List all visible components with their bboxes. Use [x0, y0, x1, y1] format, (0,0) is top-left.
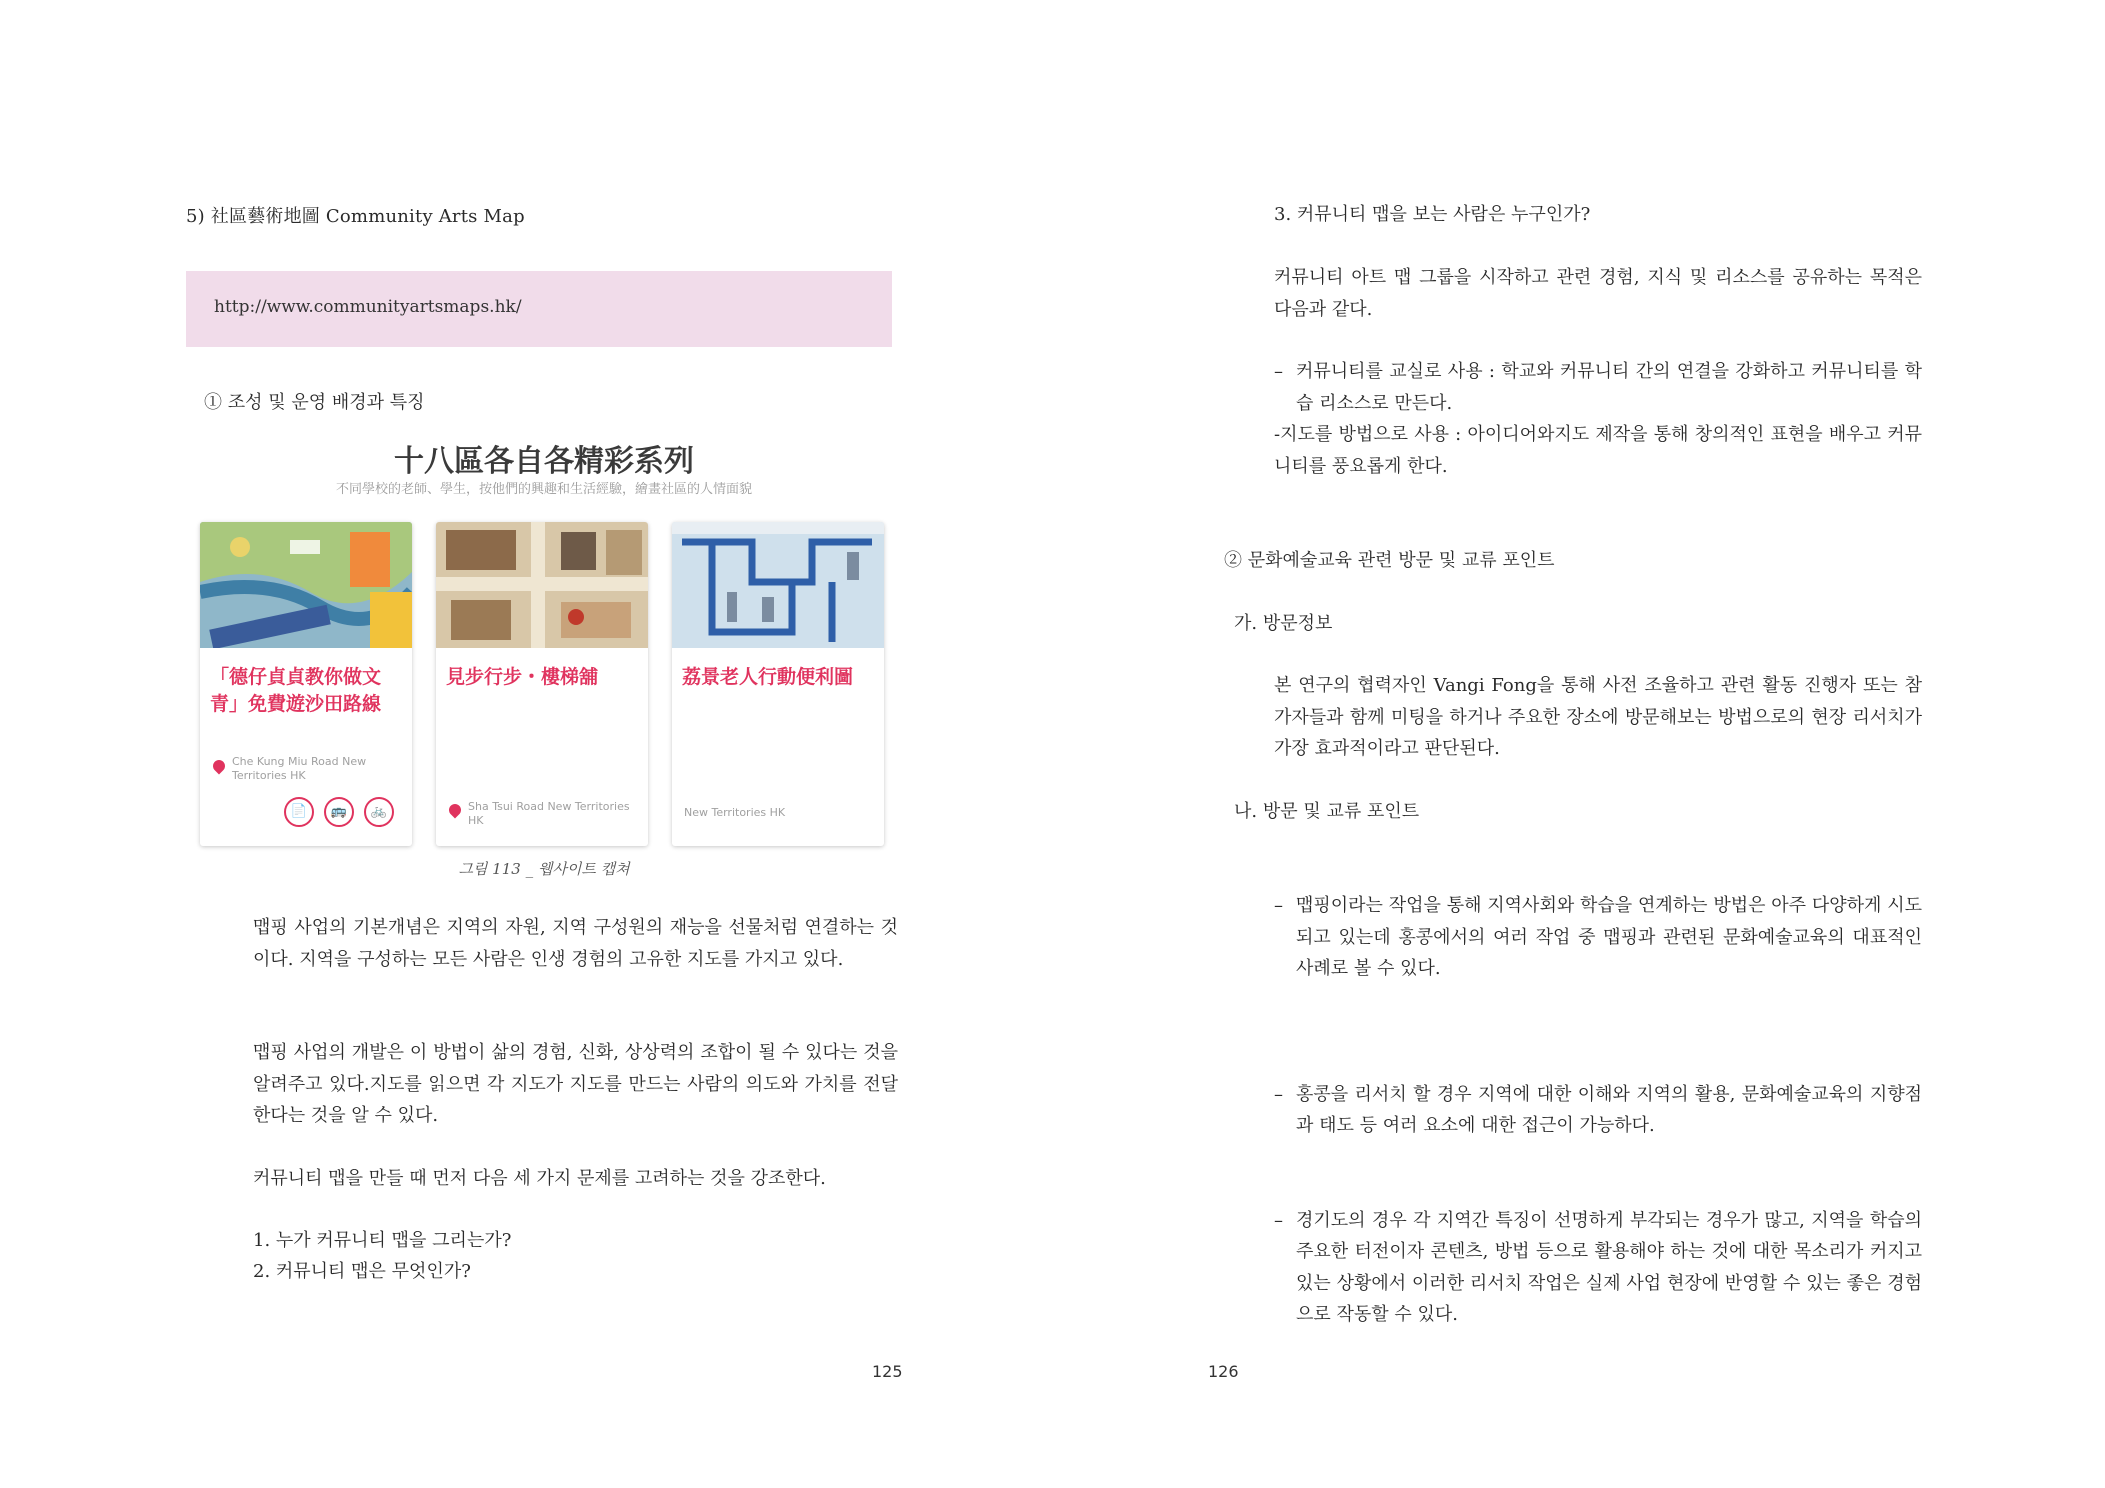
card-title-1[interactable]: 「德仔貞貞教你做文青」免費遊沙田路線 — [210, 666, 382, 715]
card-title-3[interactable]: 荔景老人行動便利圖 — [682, 666, 854, 688]
map-illustration-2 — [436, 522, 648, 648]
dash-marker: – — [1274, 1209, 1283, 1231]
section-title: 5) 社區藝術地圖 Community Arts Map — [186, 206, 525, 227]
question-1: 1. 누가 커뮤니티 맵을 그리는가? — [253, 1230, 512, 1251]
map-card-1[interactable] — [200, 522, 412, 846]
map-card-3[interactable] — [672, 522, 884, 846]
map-illustration-3 — [672, 522, 884, 648]
map-illustration-1 — [200, 522, 412, 648]
bus-icon[interactable]: 🚌 — [324, 797, 354, 827]
dash-marker: – — [1274, 361, 1283, 382]
body-paragraph-visit: 본 연구의 협력자인 Vangi Fong을 통해 사전 조율하고 관련 활동 진행자 또는 참가자들과 함께 미팅을 하거나 주요한 장소에 방문해보는 방법으로의 현장 리서치가 가장 효과적이라고 판단된다. — [1274, 675, 1922, 759]
dash-item-text-1: 커뮤니티를 교실로 사용 : 학교와 커뮤니티 간의 연결을 강화하고 커뮤니티를 학습 리소스로 만든다. — [1296, 361, 1922, 414]
figure-caption: 그림 113 _ 웹사이트 캡쳐 — [458, 860, 630, 878]
bicycle-icon[interactable]: 🚲 — [364, 797, 394, 827]
location-pin-icon — [211, 758, 228, 775]
dash-marker: – — [1274, 1083, 1283, 1105]
card-location-3: New Territories HK — [684, 806, 786, 819]
website-screenshot — [190, 428, 898, 846]
bullet-item-1 — [1274, 890, 1922, 985]
body-paragraph-1: 맵핑 사업의 기본개념은 지역의 자원, 지역 구성원의 재능을 선물처럼 연결하는 것이다. 지역을 구성하는 모든 사람은 인생 경험의 고유한 지도를 가지고 있다. — [253, 917, 898, 970]
bullet-item-3 — [1274, 1205, 1922, 1331]
subheading-background: ① 조성 및 운영 배경과 특징 — [204, 392, 425, 413]
body-paragraph-2: 맵핑 사업의 개발은 이 방법이 삶의 경험, 신화, 상상력의 조합이 될 수 있다는 것을 알려주고 있다.지도를 읽으면 각 지도가 지도를 만드는 사람의 의도와 가치를 전달한다는 것을 알 수 있다. — [253, 1042, 898, 1126]
url-box — [186, 271, 892, 347]
bullet-item-2 — [1274, 1079, 1922, 1142]
map-card-2[interactable] — [436, 522, 648, 846]
body-paragraph-3: 커뮤니티 맵을 만들 때 먼저 다음 세 가지 문제를 고려하는 것을 강조한다. — [253, 1168, 826, 1189]
url-link[interactable]: http://www.communityartsmaps.hk/ — [214, 297, 522, 317]
map-thumbnail-2 — [436, 522, 648, 648]
figure-title: 十八區各自各精彩系列 — [394, 444, 694, 479]
body-paragraph-purpose: 커뮤니티 아트 맵 그룹을 시작하고 관련 경험, 지식 및 리소스를 공유하는 목적은 다음과 같다. — [1274, 267, 1922, 320]
dash-item-1 — [1274, 356, 1922, 419]
card-title-2[interactable]: 見步行步・樓梯舖 — [446, 666, 599, 688]
question-3: 3. 커뮤니티 맵을 보는 사람은 누구인가? — [1274, 204, 1591, 225]
document-icon[interactable]: 📄 — [284, 797, 314, 827]
figure-subtitle: 不同學校的老師、學生，按他們的興趣和生活經驗，繪畫社區的人情面貌 — [335, 482, 752, 497]
dash-marker: – — [1274, 895, 1283, 916]
location-pin-icon — [447, 802, 464, 819]
card-location-2: Sha Tsui Road New Territories HK — [468, 800, 630, 827]
bullet-text-2: 홍콩을 리서치 할 경우 지역에 대한 이해와 지역의 활용, 문화예술교육의 지향점과 태도 등 여러 요소에 대한 접근이 가능하다. — [1296, 1083, 1922, 1136]
question-2: 2. 커뮤니티 맵은 무엇인가? — [253, 1261, 471, 1282]
card-location-1: Che Kung Miu Road New Territories HK — [232, 755, 367, 782]
page-number-right: 126 — [1208, 1362, 1239, 1381]
subheading-exchange-points: 나. 방문 및 교류 포인트 — [1234, 801, 1420, 822]
subheading-visit-points: ② 문화예술교육 관련 방문 및 교류 포인트 — [1224, 550, 1555, 571]
page-number-left: 125 — [872, 1362, 903, 1381]
map-thumbnail-1 — [200, 522, 412, 648]
bullet-text-3: 경기도의 경우 각 지역간 특징이 선명하게 부각되는 경우가 많고, 지역을 학습의 주요한 터전이자 콘텐츠, 방법 등으로 활용해야 하는 것에 대한 목소리가 커지고 있는 상황에서 이러한 리서치 작업은 실제 사업 현장에 반영할 수 있는 좋은 경험으로 작동할 수 있다. — [1296, 1209, 1922, 1325]
subheading-visit-info: 가. 방문정보 — [1234, 613, 1333, 634]
bullet-text-1: 맵핑이라는 작업을 통해 지역사회와 학습을 연계하는 방법은 아주 다양하게 시도되고 있는데 홍콩에서의 여러 작업 중 맵핑과 관련된 문화예술교육의 대표적인 사례로 볼 수 있다. — [1296, 895, 1922, 979]
dash-item-2: -지도를 방법으로 사용 : 아이디어와지도 제작을 통해 창의적인 표현을 배우고 커뮤니티를 풍요롭게 한다. — [1274, 424, 1922, 477]
map-thumbnail-3 — [672, 522, 884, 648]
